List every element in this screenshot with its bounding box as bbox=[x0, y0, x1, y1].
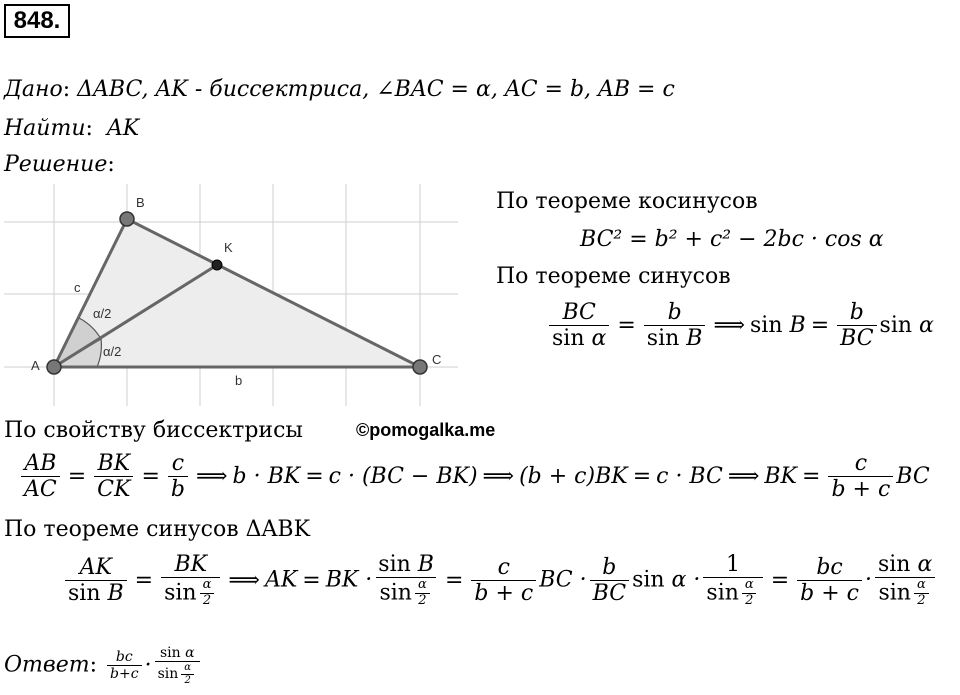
given-label: Дано bbox=[4, 77, 63, 102]
point-a bbox=[47, 360, 61, 374]
label-b: B bbox=[136, 195, 145, 210]
given-text: ΔABC, AK - биссектриса, ∠BAC = α, AC = b, AB = c bbox=[77, 77, 675, 102]
point-k bbox=[212, 260, 222, 270]
sine-heading: По теореме синусов bbox=[496, 264, 731, 289]
solution-line: Решение: bbox=[4, 152, 115, 177]
cosine-formula: BC² = b² + c² − 2bc · cos α bbox=[580, 227, 884, 252]
sine-abk-formula: $\frac{AK}{\text{sin B}}$ = BK sin $\frac{\alpha}{2}$ ⟹ AK = BK · sin B sin $\frac{\alpha}{2}$ = $\frac{c}{b + c}$ BC · $\frac{b}{BC}$ sin α · 1 sin $\frac{\alpha}{2}$ = $\frac{bc}{b + c}$ · sin α sin $\frac{\alpha}{2}$ bbox=[62, 552, 938, 609]
label-angle-upper: α/2 bbox=[93, 306, 112, 321]
label-k: K bbox=[224, 240, 233, 255]
label-a: A bbox=[31, 358, 40, 373]
find-label: Найти bbox=[4, 116, 86, 141]
watermark: ©pomogalka.me bbox=[356, 420, 496, 440]
find-line: Найти: AK bbox=[4, 116, 140, 141]
point-b bbox=[120, 212, 134, 226]
point-c bbox=[413, 360, 427, 374]
label-side-b: b bbox=[235, 373, 243, 388]
sine-formula: $\frac{BC}{\text{sin α}}$ = $\frac{b}{\text{sin B}}$ ⟹ sin B = $\frac{b}{BC}$ sin α bbox=[546, 300, 934, 352]
triangle-diagram bbox=[4, 184, 458, 406]
cosine-heading: По теореме косинусов bbox=[496, 189, 758, 214]
solution-label: Решение bbox=[4, 152, 108, 177]
label-angle-lower: α/2 bbox=[103, 344, 122, 359]
answer-line: Ответ: $\frac{bc}{b+c}$ · sin α sin $\frac{\alpha}{2}$ bbox=[4, 645, 203, 686]
label-side-c: c bbox=[74, 280, 81, 295]
problem-number: 848. bbox=[4, 4, 70, 38]
sine-abk-heading: По теореме синусов ΔABK bbox=[4, 517, 311, 542]
answer-label: Ответ bbox=[4, 652, 90, 678]
find-text: AK bbox=[106, 116, 140, 141]
bisector-formula: $\frac{AB}{AC}$ = $\frac{BK}{CK}$ = $\frac{c}{b}$ ⟹ b · BK = c · (BC − BK) ⟹ (b + c)BK = c · BC ⟹ BK = $\frac{c}{b + c}$ BC bbox=[18, 451, 930, 503]
bisector-heading: По свойству биссектрисы bbox=[4, 418, 303, 443]
given-line: Дано: ΔABC, AK - биссектриса, ∠BAC = α, AC = b, AB = c bbox=[4, 77, 675, 102]
answer-formula: $\frac{bc}{b+c}$ · sin α sin $\frac{\alpha}{2}$ bbox=[104, 653, 203, 678]
label-c: C bbox=[432, 352, 442, 367]
